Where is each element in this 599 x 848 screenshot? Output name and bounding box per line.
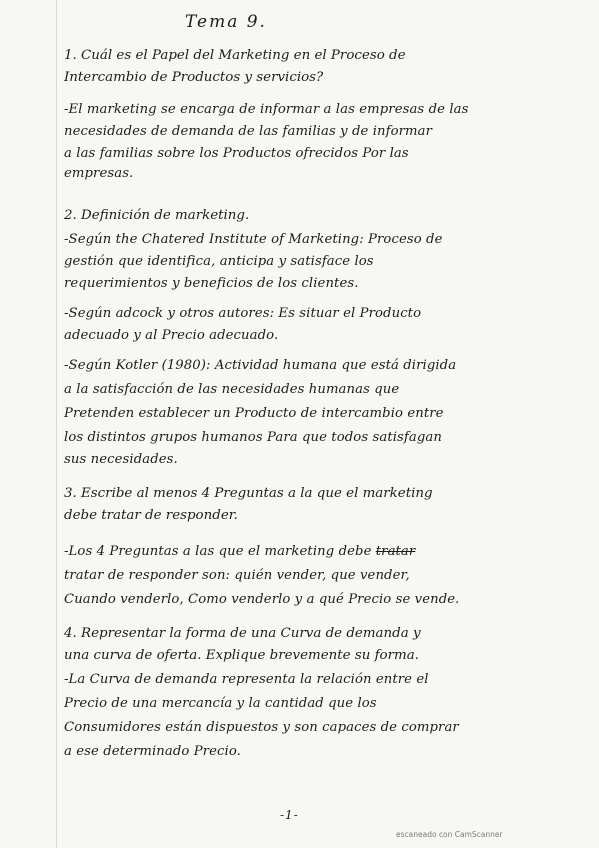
answer-2c-line-2: a la satisfacción de las necesidades humanas que bbox=[64, 382, 400, 397]
answer-3-line-1-text: -Los 4 Preguntas a las que el marketing debe bbox=[64, 544, 376, 559]
question-1-line-1: 1. Cuál es el Papel del Marketing en el Proceso de bbox=[64, 48, 406, 63]
answer-2c-line-3: Pretenden establecer un Producto de intercambio entre bbox=[64, 406, 444, 421]
answer-2a-line-3: requerimientos y beneficios de los clientes. bbox=[64, 276, 359, 291]
question-2: 2. Definición de marketing. bbox=[64, 208, 250, 223]
question-4-line-2: una curva de oferta. Explique brevemente su forma. bbox=[64, 648, 419, 663]
answer-2a-line-2: gestión que identifica, anticipa y satisface los bbox=[64, 254, 374, 269]
answer-1-line-3: a las familias sobre los Productos ofrecidos Por las bbox=[64, 146, 409, 161]
question-3-line-1: 3. Escribe al menos 4 Preguntas a la que el marketing bbox=[64, 486, 433, 501]
scanner-watermark: escaneado con CamScanner bbox=[396, 830, 503, 839]
answer-2b-line-2: adecuado y al Precio adecuado. bbox=[64, 328, 279, 343]
question-4-line-1: 4. Representar la forma de una Curva de demanda y bbox=[64, 626, 421, 641]
answer-4-line-2: Precio de una mercancía y la cantidad que los bbox=[64, 696, 377, 711]
page-title: Tema 9. bbox=[185, 12, 267, 32]
question-1-line-2: Intercambio de Productos y servicios? bbox=[64, 70, 324, 85]
answer-4-line-3: Consumidores están dispuestos y son capaces de comprar bbox=[64, 720, 459, 735]
answer-1-line-2: necesidades de demanda de las familias y de informar bbox=[64, 124, 433, 139]
struck-word: tratar bbox=[375, 544, 416, 559]
margin-line bbox=[56, 0, 57, 848]
answer-2b-line-1: -Según adcock y otros autores: Es situar el Producto bbox=[64, 306, 422, 321]
answer-4-line-1: -La Curva de demanda representa la relación entre el bbox=[64, 672, 429, 687]
answer-1-line-4: empresas. bbox=[64, 166, 134, 181]
answer-1-line-1: -El marketing se encarga de informar a las empresas de las bbox=[64, 102, 469, 117]
answer-3-line-1 bbox=[64, 544, 415, 559]
answer-2c-line-1: -Según Kotler (1980): Actividad humana que está dirigida bbox=[64, 358, 457, 373]
page-number: -1- bbox=[280, 808, 299, 822]
answer-2c-line-5: sus necesidades. bbox=[64, 452, 178, 467]
answer-3-line-2: tratar de responder son: quién vender, que vender, bbox=[64, 568, 410, 583]
question-3-line-2: debe tratar de responder. bbox=[64, 508, 238, 523]
answer-2a-line-1: -Según the Chatered Institute of Marketing: Proceso de bbox=[64, 232, 443, 247]
answer-3-line-3: Cuando venderlo, Como venderlo y a qué Precio se vende. bbox=[64, 592, 460, 607]
answer-4-line-4: a ese determinado Precio. bbox=[64, 744, 241, 759]
answer-2c-line-4: los distintos grupos humanos Para que todos satisfagan bbox=[64, 430, 442, 445]
